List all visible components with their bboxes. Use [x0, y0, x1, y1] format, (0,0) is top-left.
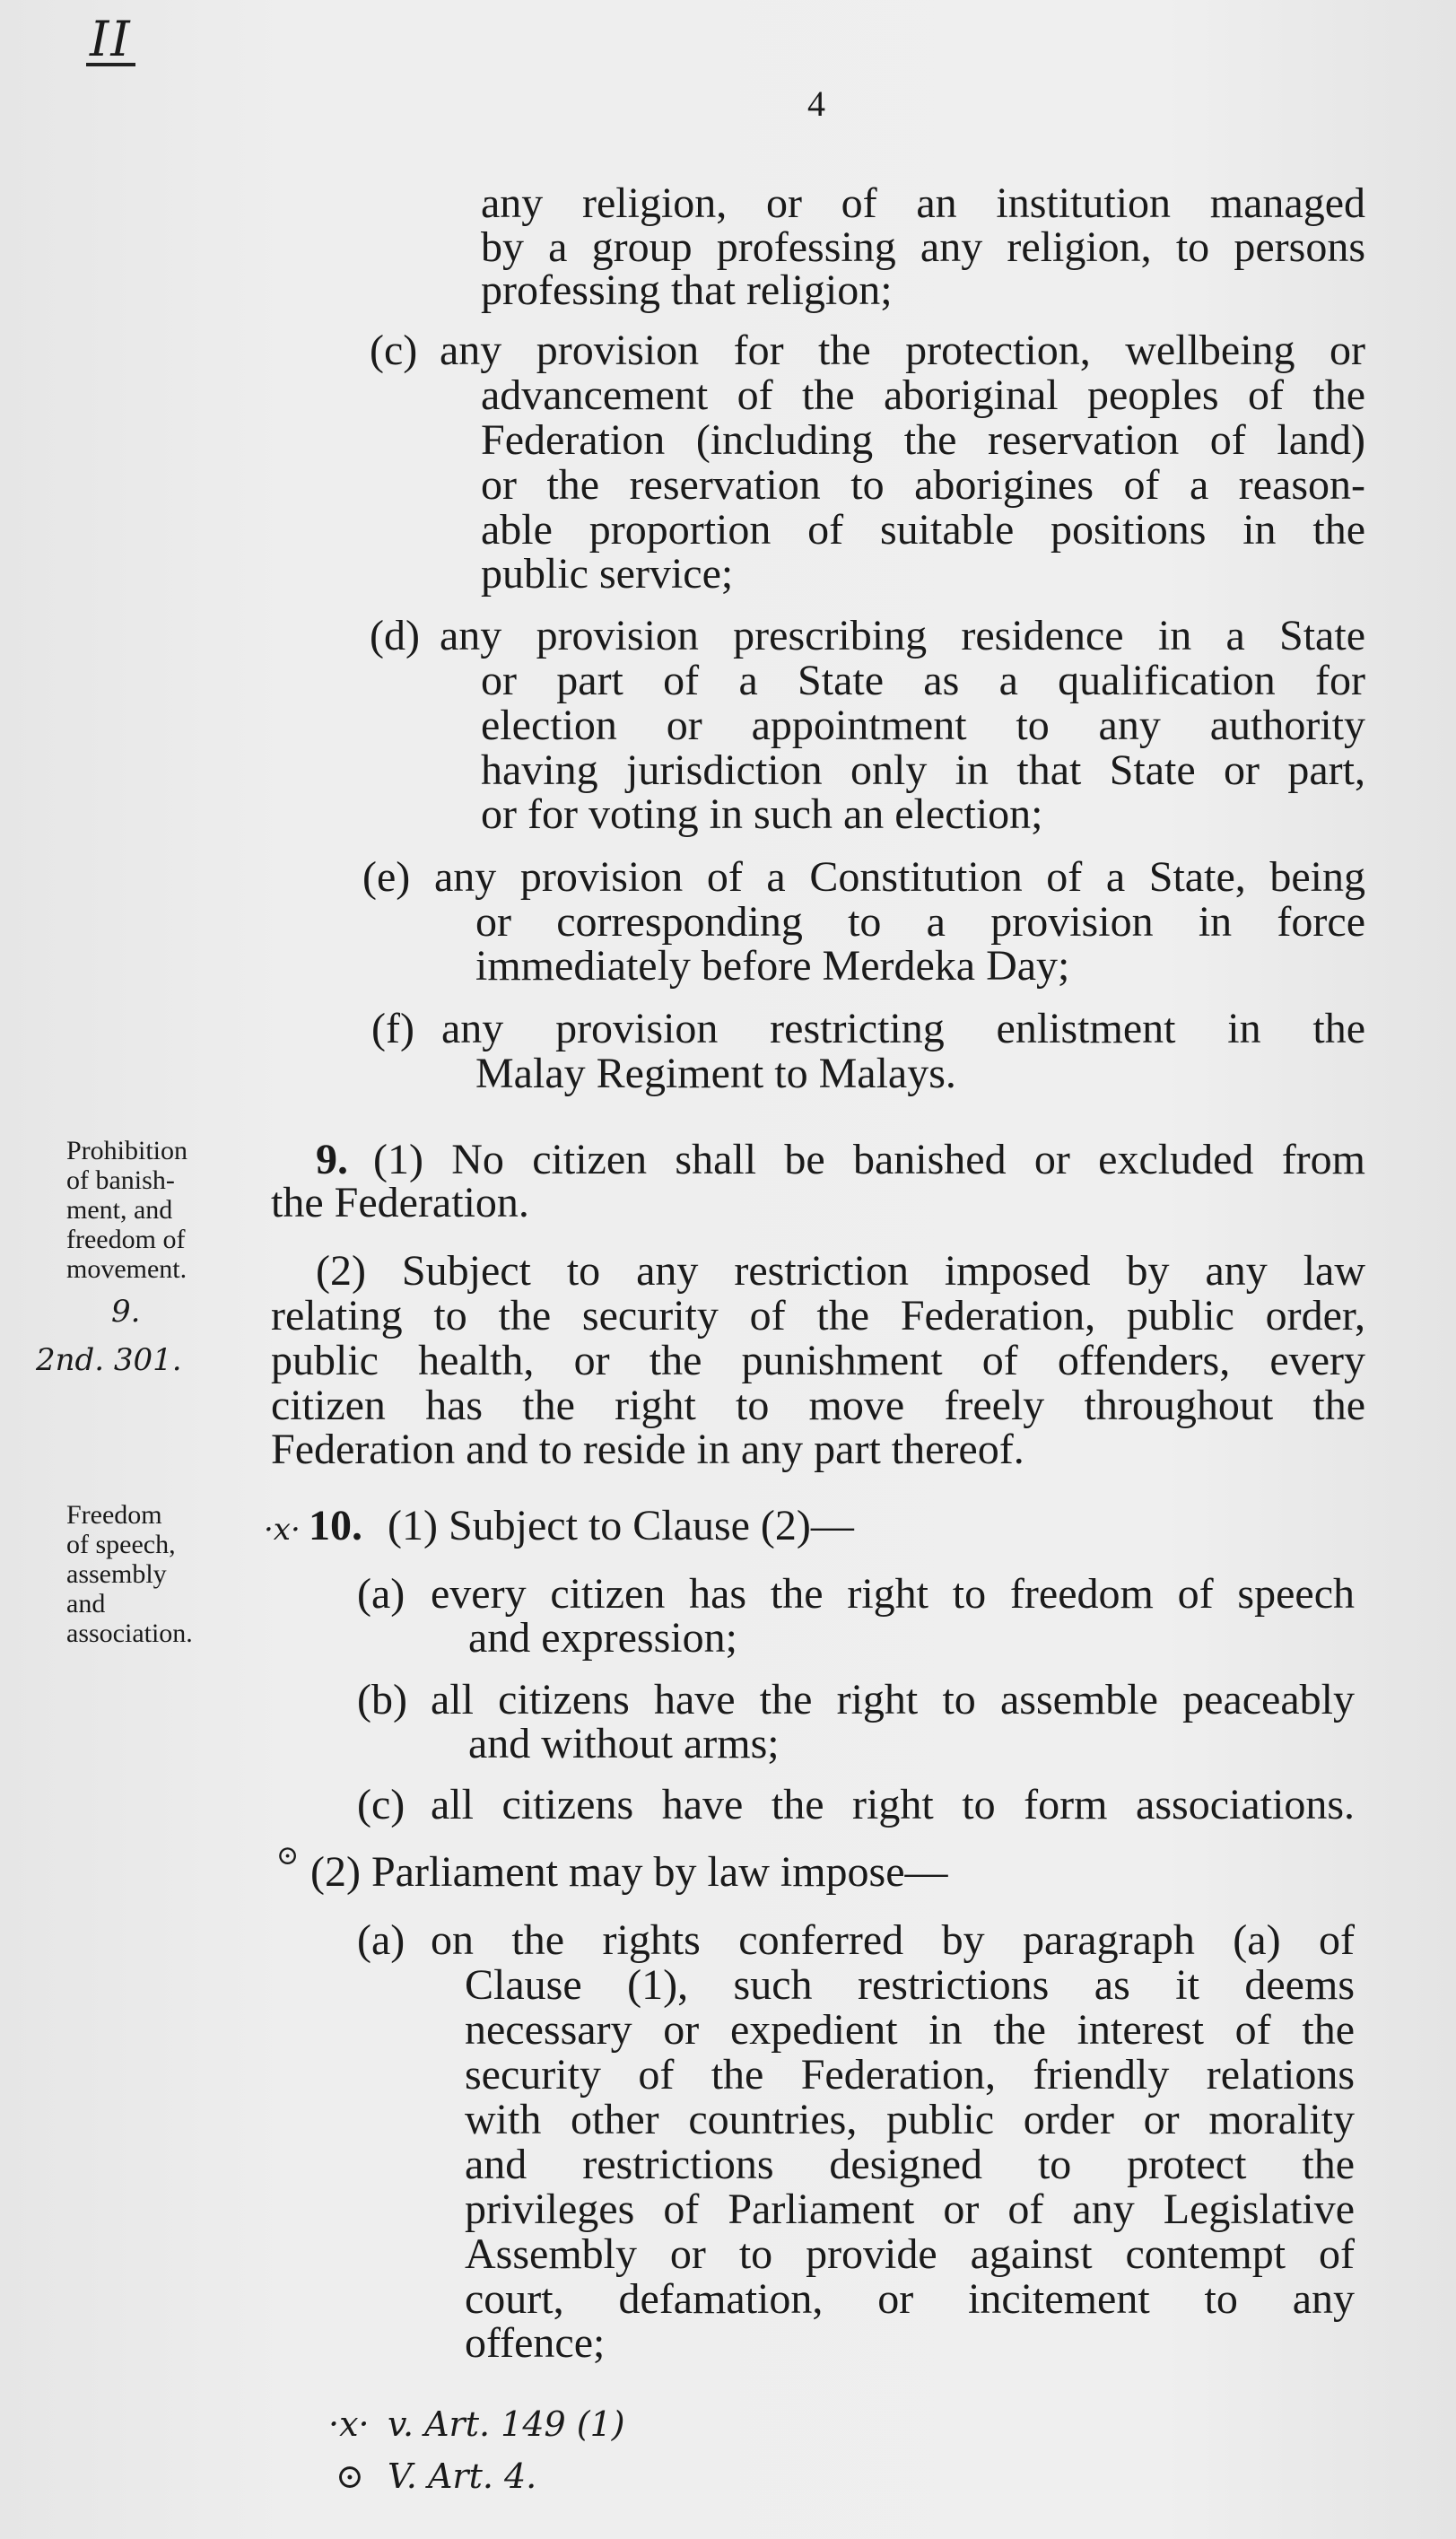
text-line: or for voting in such an election;: [481, 790, 1043, 838]
margin-note-line: association.: [66, 1619, 193, 1648]
text-line: security of the Federation, friendly relations: [465, 2051, 1355, 2098]
text-line: Federation and to reside in any part thereof.: [271, 1426, 1024, 1473]
item-label: (e): [362, 853, 411, 901]
text-line: immediately before Merdeka Day;: [475, 942, 1070, 990]
text-line: Malay Regiment to Malays.: [475, 1050, 956, 1097]
item-label: (c): [370, 327, 418, 374]
text-line: any provision of a Constitution of a State, being: [434, 853, 1365, 901]
text-line: or part of a State as a qualification for: [481, 657, 1365, 704]
text-line: (1) Subject to Clause (2)—: [388, 1502, 854, 1549]
footnote-reference: v. Art. 149 (1): [388, 2404, 625, 2444]
text-line: court, defamation, or incitement to any: [465, 2275, 1355, 2323]
text-line: all citizens have the right to assemble peaceably: [431, 1676, 1355, 1723]
margin-note-line: Freedom: [66, 1500, 162, 1530]
text-line: and expression;: [468, 1614, 737, 1662]
text-line: offence;: [465, 2319, 606, 2367]
margin-note-line: ment, and: [66, 1195, 173, 1225]
text-line: any provision prescribing residence in a State: [440, 612, 1365, 659]
text-line: Federation (including the reservation of land): [481, 416, 1365, 464]
article-number: 10.: [309, 1502, 362, 1549]
text-line: having jurisdiction only in that State or part,: [481, 746, 1365, 794]
text-line: with other countries, public order or morality: [465, 2096, 1355, 2143]
text-line: public health, or the punishment of offenders, every: [271, 1337, 1365, 1384]
margin-note-line: assembly: [66, 1559, 167, 1589]
text-line: and without arms;: [468, 1720, 780, 1767]
text-line: advancement of the aboriginal peoples of the: [481, 371, 1365, 419]
text-line: any provision for the protection, wellbeing or: [440, 327, 1365, 374]
margin-note-line: freedom of: [66, 1225, 186, 1254]
text-line: public service;: [481, 550, 734, 598]
item-label: (d): [370, 612, 420, 659]
star-cross-mark-icon: ·x·: [264, 1512, 301, 1548]
item-label: (a): [357, 1570, 405, 1618]
text-line: (2) Parliament may by law impose—: [310, 1848, 948, 1896]
handwritten-note-reference: 2nd. 301.: [36, 1342, 182, 1378]
text-line: necessary or expedient in the interest of the: [465, 2006, 1355, 2054]
item-label: (c): [357, 1781, 405, 1828]
text-line: every citizen has the right to freedom of speech: [431, 1570, 1355, 1618]
text-line: any religion, or of an institution managed: [481, 179, 1365, 227]
margin-note-line: Prohibition: [66, 1136, 188, 1165]
text-line: Assembly or to provide against contempt of: [465, 2230, 1355, 2278]
circle-mark-icon: ⊙: [276, 1840, 300, 1872]
handwritten-note-number: 9.: [111, 1294, 141, 1330]
text-line: (2) Subject to any restriction imposed by any law: [316, 1247, 1365, 1295]
footnote-reference: V. Art. 4.: [388, 2456, 537, 2496]
item-label: (a): [357, 1916, 405, 1964]
text-line: and restrictions designed to protect the: [465, 2141, 1355, 2188]
circle-mark-icon: ⊙: [336, 2456, 364, 2496]
margin-note-line: of speech,: [66, 1530, 176, 1559]
text-line: or corresponding to a provision in force: [475, 898, 1365, 946]
margin-note-line: movement.: [66, 1254, 187, 1284]
text-line: relating to the security of the Federation, public order,: [271, 1292, 1365, 1339]
text-line: Clause (1), such restrictions as it deems: [465, 1961, 1355, 2009]
text-line: all citizens have the right to form associations.: [431, 1781, 1355, 1828]
text-line: on the rights conferred by paragraph (a) of: [431, 1916, 1355, 1964]
handwritten-roman-numeral: II: [86, 16, 135, 66]
text-line: any provision restricting enlistment in the: [441, 1005, 1365, 1052]
text-line: able proportion of suitable positions in the: [481, 506, 1365, 554]
star-cross-mark-icon: ·x·: [328, 2404, 370, 2444]
item-label: (b): [357, 1676, 407, 1723]
text-line: the Federation.: [271, 1179, 529, 1226]
text-line: election or appointment to any authority: [481, 702, 1365, 749]
margin-note-line: and: [66, 1589, 106, 1619]
text-line: by a group professing any religion, to persons: [481, 223, 1365, 271]
text-line: (1) No citizen shall be banished or excluded from: [373, 1136, 1365, 1183]
text-line: privileges of Parliament or of any Legislative: [465, 2186, 1355, 2233]
text-line: citizen has the right to move freely throughout the: [271, 1382, 1365, 1429]
text-line: professing that religion;: [481, 266, 893, 314]
page-number: 4: [807, 83, 825, 124]
item-label: (f): [371, 1005, 414, 1052]
margin-note-line: of banish-: [66, 1165, 175, 1195]
article-number: 9.: [316, 1136, 348, 1183]
text-line: or the reservation to aborigines of a reason-: [481, 461, 1365, 509]
